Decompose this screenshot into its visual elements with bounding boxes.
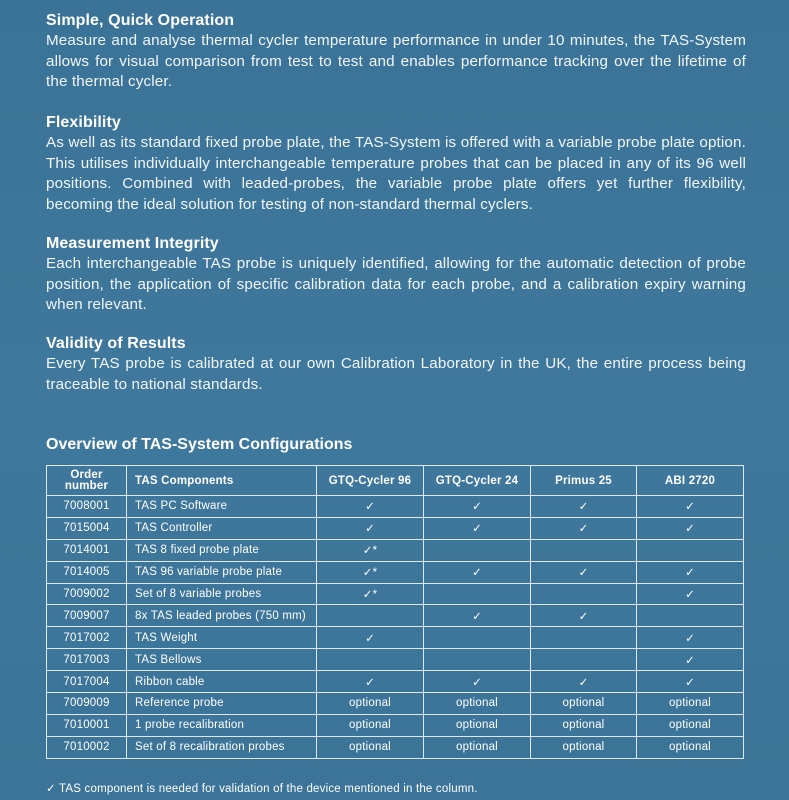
section-body: Measure and analyse thermal cycler temperature performance in under 10 minutes, the TAS-System allows for visual comparison from test to test and enables performance tracking over the lifetime of the thermal cycler. (46, 32, 746, 90)
cell-gtq-cycler-24: optional (424, 714, 531, 736)
cell-component: Set of 8 recalibration probes (127, 736, 317, 758)
cell-component: Reference probe (127, 693, 317, 715)
header-order-line1: Order (70, 468, 103, 481)
section-body: As well as its standard fixed probe plate, the TAS-System is offered with a variable probe plate option. This utilises individually interchangeable temperature probes that can be placed in any of its 96 well positions. Combined with leaded-probes, the variable probe plate offers yet further flexibility, becoming the ideal solution for testing of non-standard thermal cyclers. (46, 134, 746, 213)
cell-abi-2720: ✓ (637, 496, 744, 518)
cell-component: TAS Bellows (127, 649, 317, 671)
section-validity-of-results (46, 334, 746, 395)
cell-primus-25: optional (531, 693, 637, 715)
section-heading: Measurement Integrity (46, 235, 219, 252)
table-row (47, 517, 744, 539)
cell-abi-2720 (637, 539, 744, 561)
cell-gtq-cycler-96: ✓* (317, 539, 424, 561)
header-gtq-cycler-24: GTQ-Cycler 24 (424, 466, 531, 496)
cell-gtq-cycler-96: optional (317, 693, 424, 715)
header-order-line2: number (64, 479, 109, 492)
table-footnote: ✓ TAS component is needed for validation of the device mentioned in the column. (46, 783, 478, 795)
cell-primus-25: ✓ (531, 605, 637, 627)
cell-gtq-cycler-24: ✓ (424, 671, 531, 693)
section-heading: Validity of Results (46, 335, 186, 352)
table-row (47, 627, 744, 649)
cell-abi-2720: ✓ (637, 671, 744, 693)
cell-order-number: 7015004 (47, 517, 127, 539)
cell-primus-25 (531, 649, 637, 671)
cell-order-number: 7014005 (47, 561, 127, 583)
cell-abi-2720: ✓ (637, 583, 744, 605)
table-row (47, 736, 744, 758)
cell-order-number: 7014001 (47, 539, 127, 561)
cell-primus-25 (531, 627, 637, 649)
cell-abi-2720: optional (637, 693, 744, 715)
cell-primus-25 (531, 583, 637, 605)
cell-abi-2720: ✓ (637, 561, 744, 583)
cell-component: TAS 8 fixed probe plate (127, 539, 317, 561)
cell-gtq-cycler-96: optional (317, 736, 424, 758)
table-row (47, 583, 744, 605)
section-flexibility (46, 113, 746, 215)
cell-component: Set of 8 variable probes (127, 583, 317, 605)
table-row (47, 539, 744, 561)
cell-gtq-cycler-24: optional (424, 693, 531, 715)
cell-order-number: 7009009 (47, 693, 127, 715)
header-components: TAS Components (127, 466, 317, 496)
cell-component: TAS 96 variable probe plate (127, 561, 317, 583)
cell-primus-25: optional (531, 714, 637, 736)
cell-primus-25: optional (531, 736, 637, 758)
cell-component: Ribbon cable (127, 671, 317, 693)
cell-gtq-cycler-96: ✓ (317, 627, 424, 649)
section-measurement-integrity (46, 234, 746, 316)
cell-abi-2720: ✓ (637, 517, 744, 539)
table-row (47, 561, 744, 583)
cell-order-number: 7008001 (47, 496, 127, 518)
cell-order-number: 7017002 (47, 627, 127, 649)
cell-gtq-cycler-96: ✓ (317, 671, 424, 693)
table-body (47, 496, 744, 759)
table-row (47, 605, 744, 627)
cell-order-number: 7010001 (47, 714, 127, 736)
cell-gtq-cycler-24: optional (424, 736, 531, 758)
header-order-number (47, 466, 127, 496)
cell-gtq-cycler-24: ✓ (424, 517, 531, 539)
cell-order-number: 7009007 (47, 605, 127, 627)
cell-gtq-cycler-96: optional (317, 714, 424, 736)
section-heading: Flexibility (46, 114, 121, 131)
cell-primus-25: ✓ (531, 561, 637, 583)
cell-gtq-cycler-96 (317, 605, 424, 627)
cell-abi-2720: ✓ (637, 649, 744, 671)
cell-component: TAS Weight (127, 627, 317, 649)
cell-abi-2720: optional (637, 736, 744, 758)
section-body: Every TAS probe is calibrated at our own Calibration Laboratory in the UK, the entire process being traceable to national standards. (46, 355, 746, 393)
header-abi-2720: ABI 2720 (637, 466, 744, 496)
cell-order-number: 7010002 (47, 736, 127, 758)
cell-gtq-cycler-24 (424, 539, 531, 561)
cell-gtq-cycler-96 (317, 649, 424, 671)
header-gtq-cycler-96: GTQ-Cycler 96 (317, 466, 424, 496)
cell-component: 8x TAS leaded probes (750 mm) (127, 605, 317, 627)
cell-gtq-cycler-24: ✓ (424, 561, 531, 583)
section-simple-quick-operation (46, 11, 746, 93)
configurations-table (46, 465, 744, 759)
table-row (47, 693, 744, 715)
header-primus-25: Primus 25 (531, 466, 637, 496)
cell-abi-2720: ✓ (637, 627, 744, 649)
table-header-row (47, 466, 744, 496)
section-body: Each interchangeable TAS probe is uniquely identified, allowing for the automatic detection of probe position, the application of specific calibration data for each probe, and a calibration expiry warning when relevant. (46, 255, 746, 313)
cell-primus-25: ✓ (531, 496, 637, 518)
cell-gtq-cycler-96: ✓* (317, 561, 424, 583)
cell-gtq-cycler-24 (424, 627, 531, 649)
cell-primus-25: ✓ (531, 671, 637, 693)
cell-component: TAS PC Software (127, 496, 317, 518)
cell-gtq-cycler-24: ✓ (424, 605, 531, 627)
table-row (47, 714, 744, 736)
cell-gtq-cycler-24 (424, 583, 531, 605)
cell-gtq-cycler-24: ✓ (424, 496, 531, 518)
table-row (47, 671, 744, 693)
cell-abi-2720 (637, 605, 744, 627)
cell-gtq-cycler-96: ✓ (317, 517, 424, 539)
cell-component: 1 probe recalibration (127, 714, 317, 736)
cell-order-number: 7017003 (47, 649, 127, 671)
cell-order-number: 7017004 (47, 671, 127, 693)
cell-primus-25 (531, 539, 637, 561)
cell-gtq-cycler-24 (424, 649, 531, 671)
table-row (47, 496, 744, 518)
cell-abi-2720: optional (637, 714, 744, 736)
cell-gtq-cycler-96: ✓* (317, 583, 424, 605)
cell-order-number: 7009002 (47, 583, 127, 605)
cell-primus-25: ✓ (531, 517, 637, 539)
section-heading: Simple, Quick Operation (46, 12, 235, 29)
cell-component: TAS Controller (127, 517, 317, 539)
table-row (47, 649, 744, 671)
table-title: Overview of TAS-System Configurations (46, 436, 353, 453)
cell-gtq-cycler-96: ✓ (317, 496, 424, 518)
